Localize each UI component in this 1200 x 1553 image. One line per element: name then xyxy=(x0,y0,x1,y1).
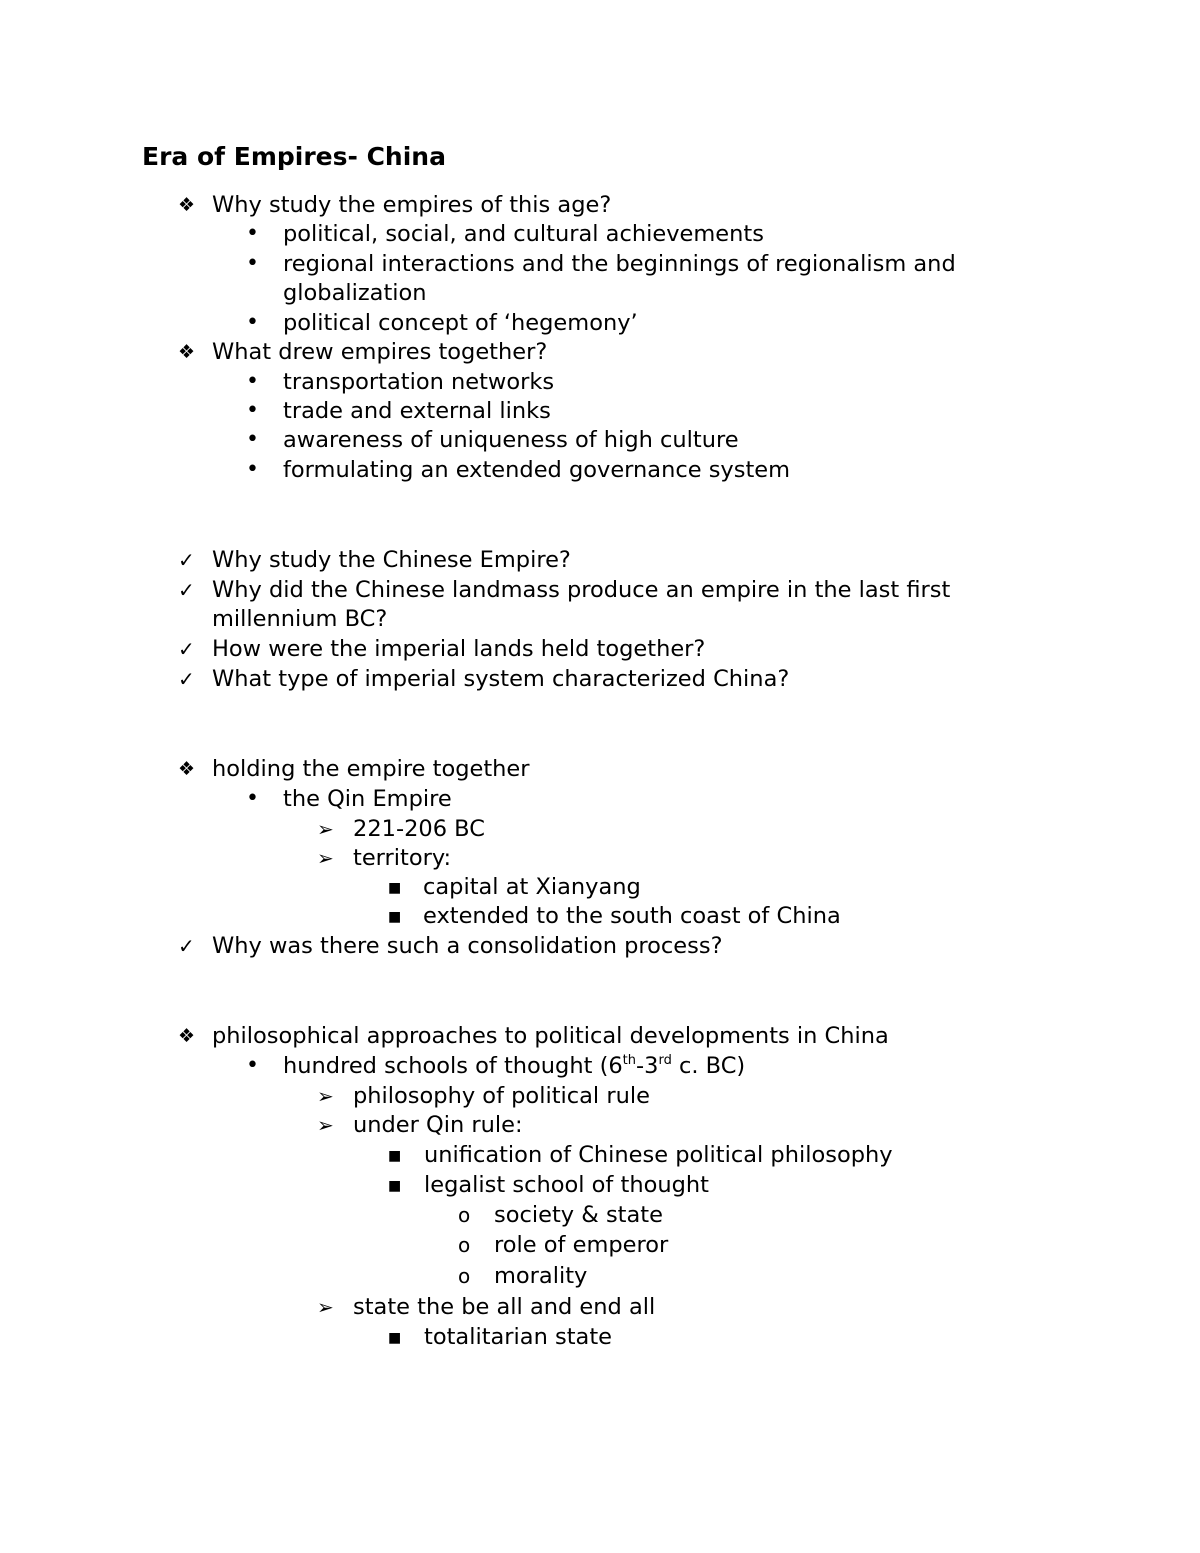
list-item-text: political concept of ‘hegemony’ xyxy=(283,310,638,336)
bullet-dot-icon: • xyxy=(246,369,259,394)
item-text-middle: -3 xyxy=(636,1053,659,1079)
list-item-text: trade and external links xyxy=(283,398,551,424)
item-text-prefix: hundred schools of thought (6 xyxy=(283,1053,623,1079)
list-item-text: How were the imperial lands held together? xyxy=(212,636,706,662)
bullet-dot-icon: • xyxy=(246,457,259,482)
bullet-dot-icon: • xyxy=(246,1053,259,1078)
check-bullet-icon: ✓ xyxy=(178,667,195,691)
bullet-dot-icon: • xyxy=(246,251,259,276)
list-item-text: regional interactions and the beginnings of regionalism and xyxy=(283,251,956,277)
list-item-text: extended to the south coast of China xyxy=(423,903,841,929)
list-item-text: under Qin rule: xyxy=(353,1112,523,1138)
list-item-text xyxy=(283,1051,745,1081)
list-item-text: unification of Chinese political philosophy xyxy=(424,1142,893,1168)
list-item-continuation: globalization xyxy=(283,280,427,306)
diamond-bullet-icon: ❖ xyxy=(178,341,196,363)
list-item-text: holding the empire together xyxy=(212,756,530,782)
superscript: th xyxy=(622,1053,637,1068)
check-bullet-icon: ✓ xyxy=(178,548,195,572)
list-item-text: transportation networks xyxy=(283,369,555,395)
square-bullet-icon: ■ xyxy=(388,909,402,925)
arrow-bullet-icon: ➢ xyxy=(317,1295,334,1319)
bullet-dot-icon: • xyxy=(246,221,259,246)
list-item-text: Why study the empires of this age? xyxy=(212,192,612,218)
list-item-text: totalitarian state xyxy=(424,1324,613,1350)
list-item-text: 221-206 BC xyxy=(353,816,485,842)
list-item-text: morality xyxy=(494,1263,588,1289)
bullet-dot-icon: • xyxy=(246,310,259,335)
list-item-text: Why study the Chinese Empire? xyxy=(212,547,571,573)
list-item-text: the Qin Empire xyxy=(283,786,452,812)
list-item-text: role of emperor xyxy=(494,1232,669,1258)
list-item-text: society & state xyxy=(494,1202,663,1228)
list-item-text: territory: xyxy=(353,845,452,871)
arrow-bullet-icon: ➢ xyxy=(317,1084,334,1108)
list-item-text: political, social, and cultural achievements xyxy=(283,221,764,247)
document-title: Era of Empires- China xyxy=(142,142,446,171)
list-item-text: awareness of uniqueness of high culture xyxy=(283,427,739,453)
superscript: rd xyxy=(658,1053,672,1068)
list-item-text: Why did the Chinese landmass produce an empire in the last first xyxy=(212,577,951,603)
list-item-text: formulating an extended governance system xyxy=(283,457,791,483)
list-item-text: philosophy of political rule xyxy=(353,1083,650,1109)
list-item-text: What type of imperial system characterized China? xyxy=(212,666,790,692)
arrow-bullet-icon: ➢ xyxy=(317,1113,334,1137)
circle-bullet-icon: o xyxy=(458,1203,471,1227)
item-text-suffix: c. BC) xyxy=(671,1053,746,1079)
check-bullet-icon: ✓ xyxy=(178,934,195,958)
check-bullet-icon: ✓ xyxy=(178,637,195,661)
check-bullet-icon: ✓ xyxy=(178,578,195,602)
bullet-dot-icon: • xyxy=(246,398,259,423)
arrow-bullet-icon: ➢ xyxy=(317,846,334,870)
circle-bullet-icon: o xyxy=(458,1233,471,1257)
list-item-text: capital at Xianyang xyxy=(423,874,641,900)
square-bullet-icon: ■ xyxy=(388,1178,402,1194)
list-item-continuation: millennium BC? xyxy=(212,606,388,632)
list-item-text: What drew empires together? xyxy=(212,339,548,365)
list-item-text: legalist school of thought xyxy=(424,1172,709,1198)
arrow-bullet-icon: ➢ xyxy=(317,817,334,841)
diamond-bullet-icon: ❖ xyxy=(178,758,196,780)
list-item-text: state the be all and end all xyxy=(353,1294,656,1320)
list-item-text: philosophical approaches to political developments in China xyxy=(212,1023,889,1049)
square-bullet-icon: ■ xyxy=(388,1148,402,1164)
diamond-bullet-icon: ❖ xyxy=(178,1025,196,1047)
bullet-dot-icon: • xyxy=(246,786,259,811)
diamond-bullet-icon: ❖ xyxy=(178,194,196,216)
list-item-text: Why was there such a consolidation process? xyxy=(212,933,723,959)
circle-bullet-icon: o xyxy=(458,1264,471,1288)
square-bullet-icon: ■ xyxy=(388,880,402,896)
square-bullet-icon: ■ xyxy=(388,1330,402,1346)
bullet-dot-icon: • xyxy=(246,427,259,452)
